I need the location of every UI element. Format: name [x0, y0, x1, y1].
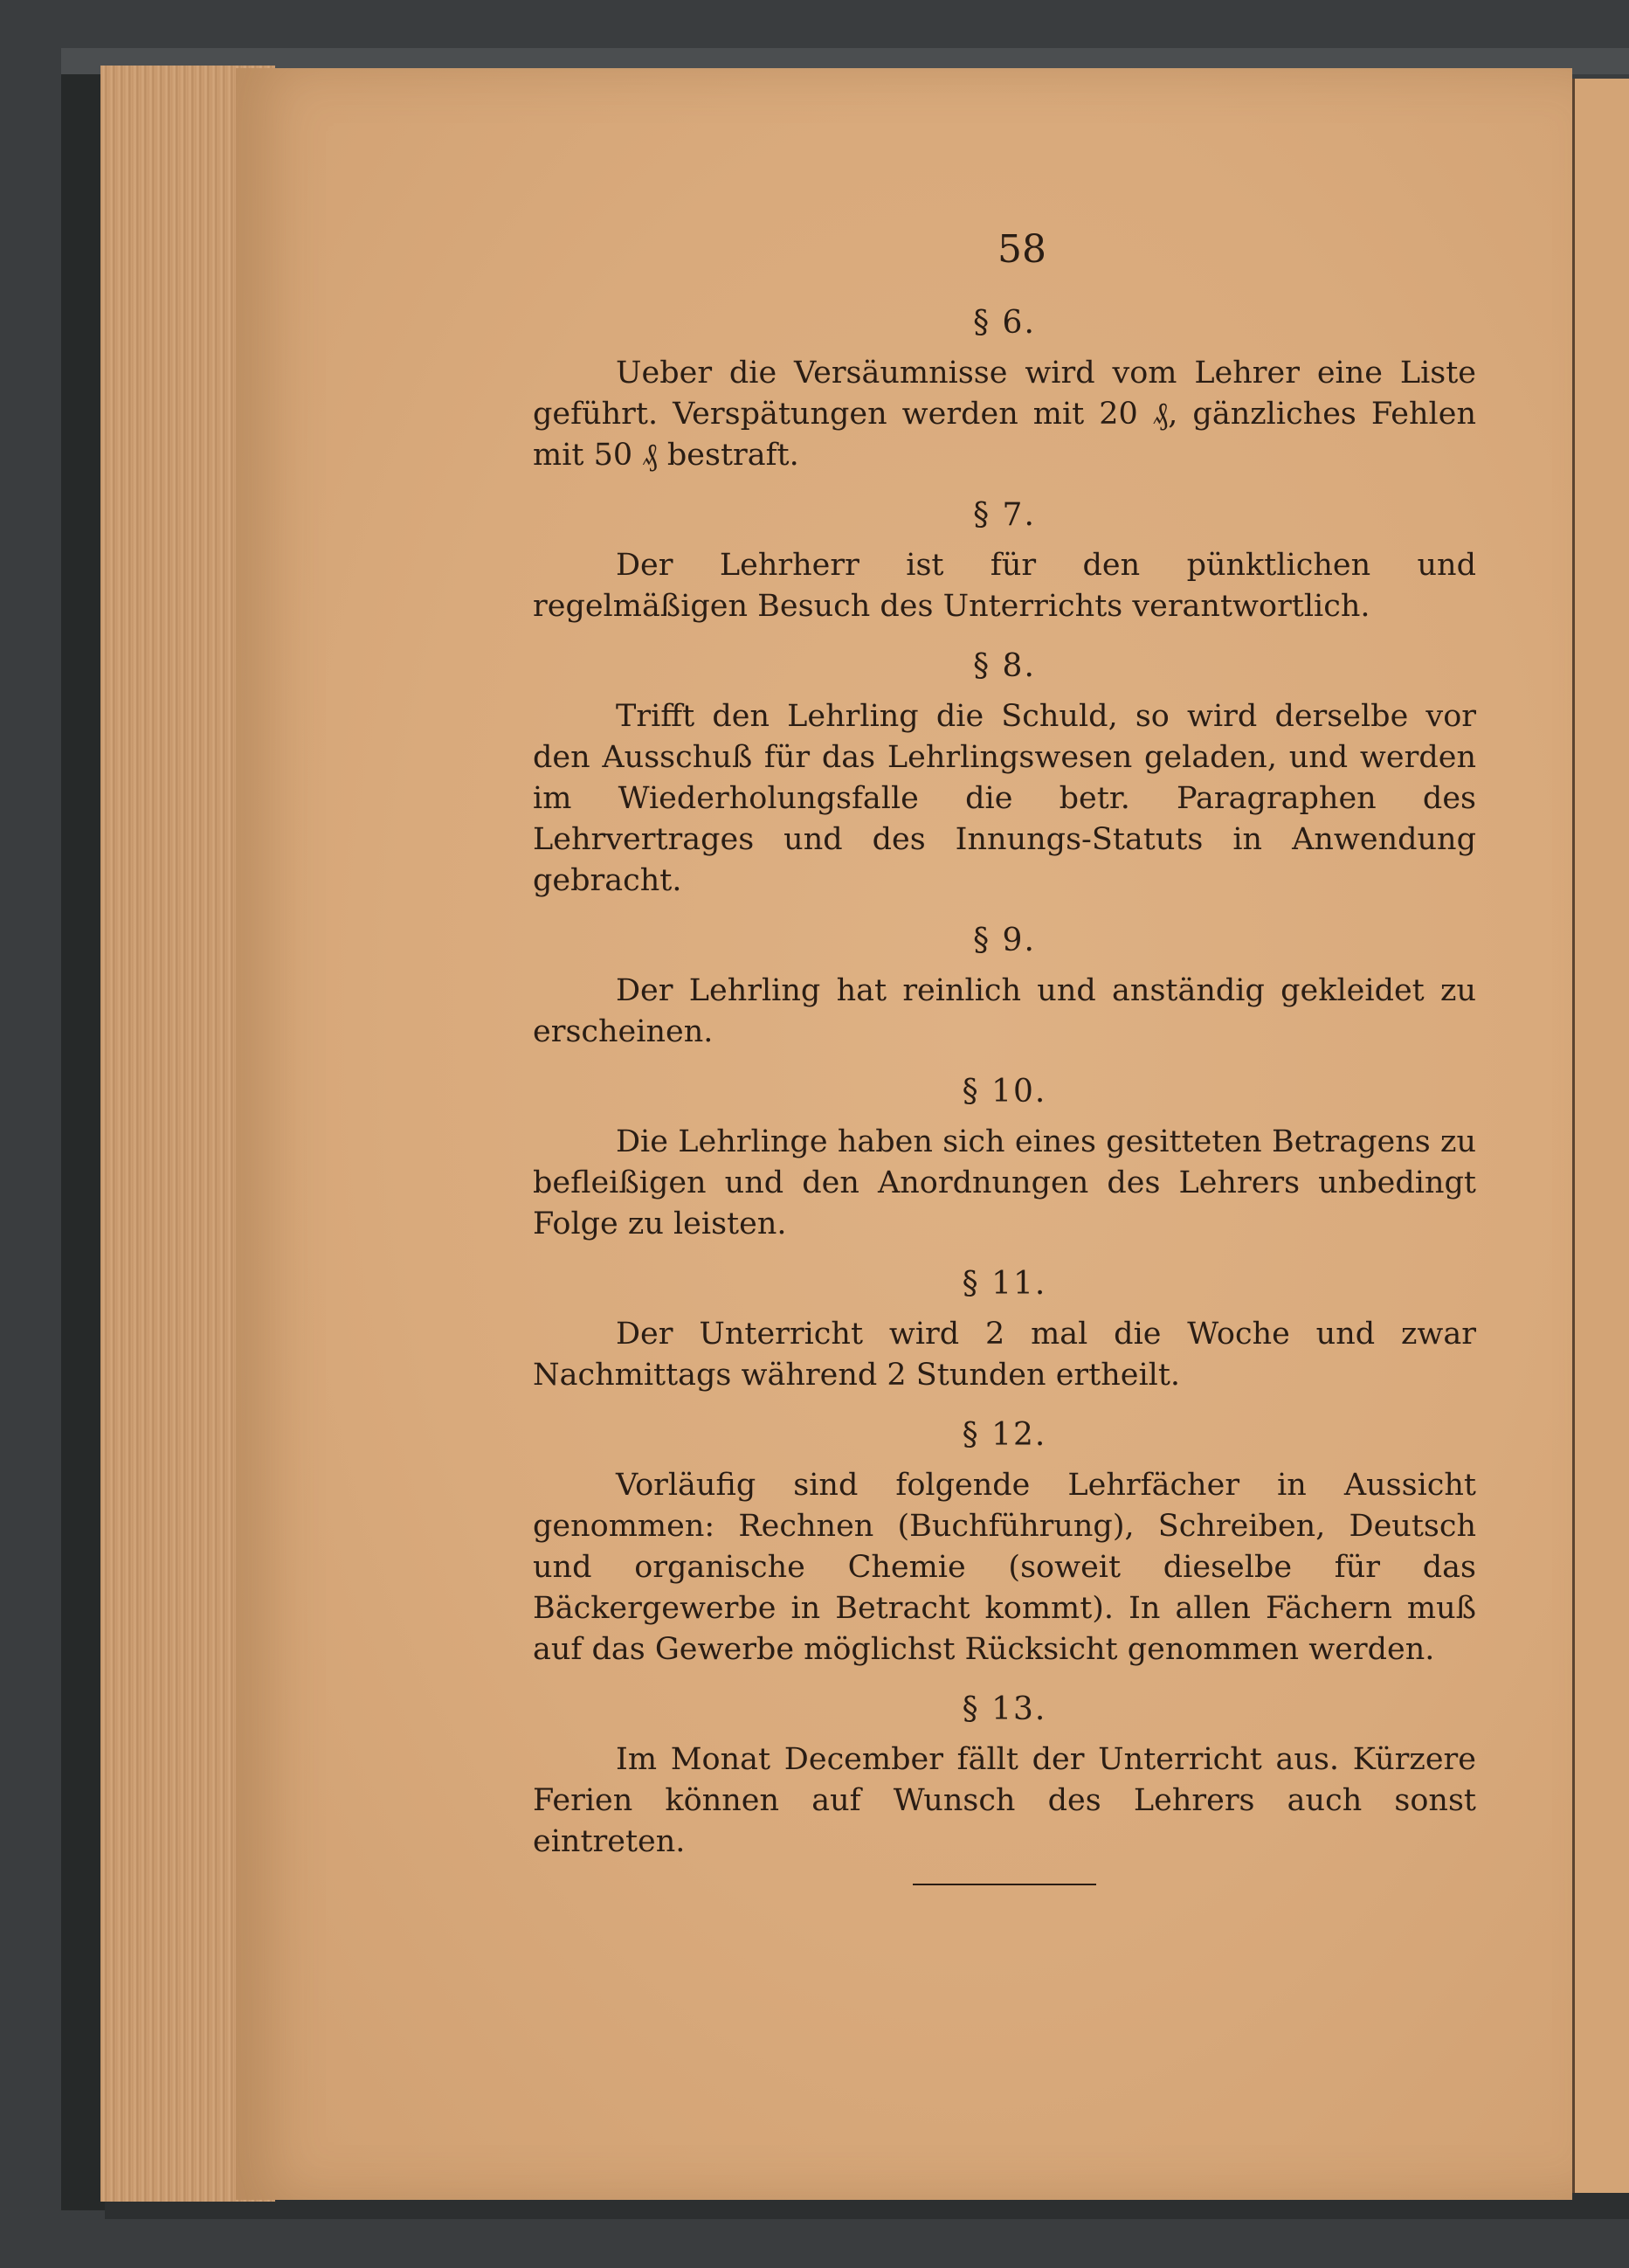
section-8 [533, 648, 1476, 902]
section-body: Der Unterricht wird 2 mal die Woche und zwar Nachmittags während 2 Stunden ertheilt. [533, 1317, 1476, 1393]
section-13 [533, 1691, 1476, 1863]
section-body: Der Lehrherr ist für den pünktlichen und regelmäßigen Besuch des Unterrichts verantwortlich. [533, 548, 1476, 624]
section-heading: § 6. [973, 305, 1036, 341]
section-heading: § 11. [962, 1266, 1047, 1302]
section-10 [533, 1074, 1476, 1245]
section-heading: § 13. [962, 1691, 1047, 1727]
section-heading: § 12. [962, 1417, 1047, 1453]
closing-rule [913, 1884, 1096, 1885]
section-heading: § 10. [962, 1074, 1047, 1110]
section-body: Trifft den Lehrling die Schuld, so wird derselbe vor den Ausschuß für das Lehrlingswesen geladen, und werden im Wiederholungsfalle die betr. Paragraphen des Lehrvertrages und des Innungs-Statuts in Anwendung gebracht. [533, 699, 1476, 898]
section-12 [533, 1417, 1476, 1670]
facing-page-edge [1572, 79, 1629, 2193]
page-text [533, 227, 1476, 1885]
section-body: Ueber die Versäumnisse wird vom Lehrer eine Liste geführt. Verspätungen werden mit 20 ₰, gänzliches Fehlen mit 50 ₰ bestraft. [533, 356, 1476, 473]
section-body: Die Lehrlinge haben sich eines gesitteten Betragens zu befleißigen und den Anordnungen des Lehrers unbedingt Folge zu leisten. [533, 1124, 1476, 1241]
section-body: Im Monat December fällt der Unterricht aus. Kürzere Ferien können auf Wunsch des Lehrers auch sonst eintreten. [533, 1742, 1476, 1859]
section-6 [533, 305, 1476, 476]
section-body: Vorläufig sind folgende Lehrfächer in Aussicht genommen: Rechnen (Buchführung), Schreiben, Deutsch und organische Chemie (soweit dieselbe für das Bäckergewerbe in Betracht kommt). In allen Fächern muß auf das Gewerbe möglichst Rücksicht genommen werden. [533, 1468, 1476, 1667]
section-11 [533, 1266, 1476, 1396]
section-heading: § 9. [973, 923, 1036, 958]
section-heading: § 8. [973, 648, 1036, 684]
section-7 [533, 497, 1476, 627]
section-9 [533, 923, 1476, 1053]
section-body: Der Lehrling hat reinlich und anständig gekleidet zu erscheinen. [533, 973, 1476, 1049]
page-number: 58 [997, 227, 1046, 272]
section-heading: § 7. [973, 497, 1036, 533]
